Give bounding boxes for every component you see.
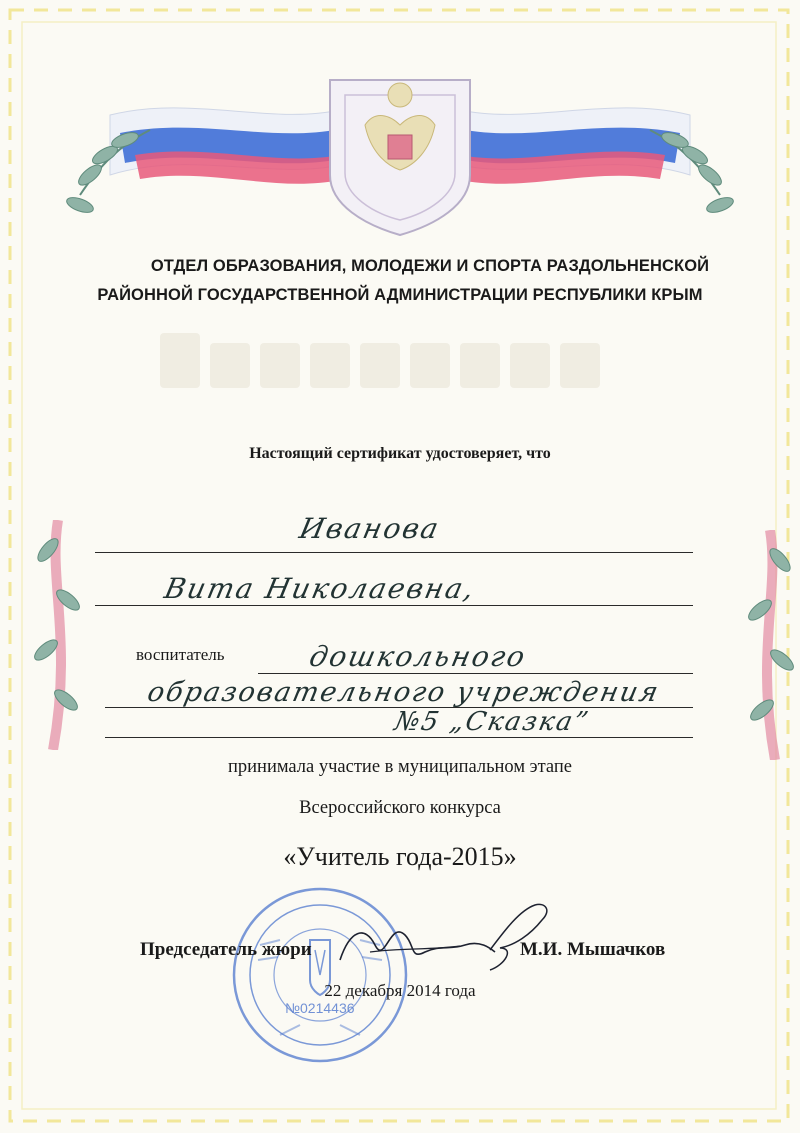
- issue-date: 22 декабря 2014 года: [324, 981, 476, 1000]
- chair-label: Председатель жюри: [140, 939, 312, 960]
- name-line: [95, 605, 693, 606]
- position-line-1: [258, 673, 693, 674]
- handwritten-position-2: образовательного учреждения: [144, 677, 663, 708]
- contest-text: Всероссийского конкурса: [299, 798, 501, 818]
- contest-name: «Учитель года-2015»: [283, 842, 517, 871]
- org-title-line1: ОТДЕЛ ОБРАЗОВАНИЯ, МОЛОДЕЖИ И СПОРТА РАЗДОЛЬНЕНСКОЙ: [150, 257, 710, 275]
- seal-number: №0214436: [285, 1000, 355, 1016]
- position-line-3: [105, 737, 693, 738]
- handwritten-surname: Иванова: [296, 512, 444, 545]
- handwritten-position-1: дошкольного: [306, 640, 530, 673]
- position-label: воспитатель: [136, 645, 225, 664]
- flag-banner: [40, 55, 760, 245]
- handwritten-name: Вита Николаевна,: [161, 572, 479, 605]
- chair-name: М.И. Мышачков: [520, 939, 666, 960]
- intro-text: Настоящий сертификат удостоверяет, что: [249, 445, 551, 462]
- right-side-ornament: [740, 530, 800, 760]
- handwritten-position-3: №5 „Сказка”: [391, 707, 593, 737]
- faded-title-watermark: [150, 318, 650, 398]
- left-side-ornament: [28, 520, 88, 750]
- surname-line: [95, 552, 693, 553]
- participation-text: принимала участие в муниципальном этапе: [228, 757, 572, 777]
- coat-of-arms-icon: [330, 80, 470, 235]
- org-title-line2: РАЙОННОЙ ГОСУДАРСТВЕННОЙ АДМИНИСТРАЦИИ РЕСПУБЛИКИ КРЫМ: [97, 286, 703, 304]
